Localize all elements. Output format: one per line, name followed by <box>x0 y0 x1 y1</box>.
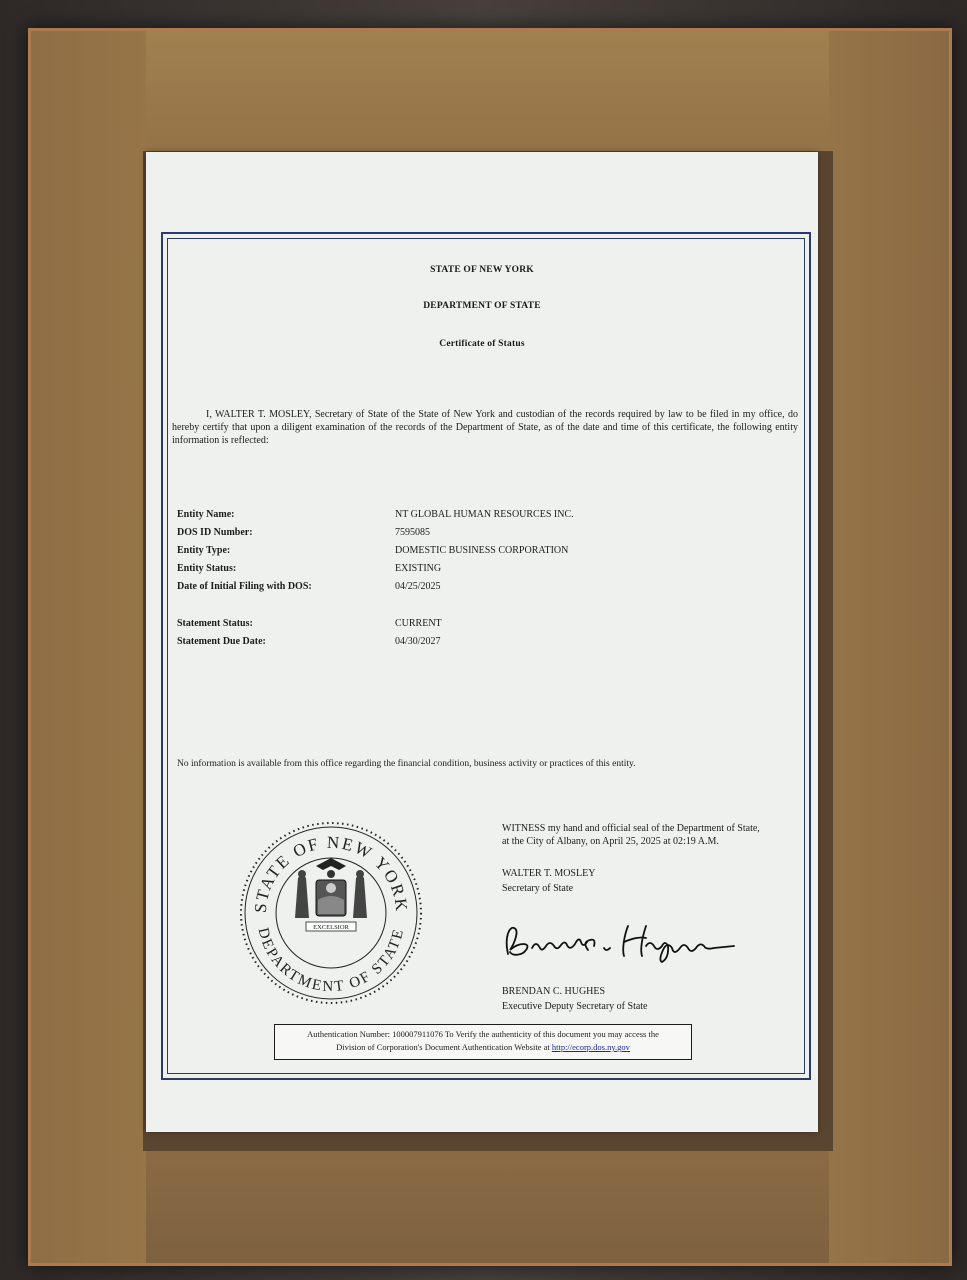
seal-text-top: STATE OF NEW YORK <box>250 832 412 914</box>
field-label: Statement Status: <box>177 618 253 629</box>
svg-text:DEPARTMENT OF STATE <box>255 926 408 995</box>
secretary-name: WALTER T. MOSLEY <box>502 868 596 879</box>
intro-text: I, WALTER T. MOSLEY, Secretary of State of the State of New York and custodian of the records required by law to be filed in my office, do hereby certify that upon a diligent examination of the records of the Department of State, as of the date and time of this certificate, the following entity information is reflected: <box>172 409 798 446</box>
seal-motto: EXCELSIOR <box>313 924 349 931</box>
frame-left-bevel <box>31 31 146 1263</box>
field-label: Entity Status: <box>177 563 237 574</box>
deputy-title: Executive Deputy Secretary of State <box>502 1001 648 1012</box>
deputy-name: BRENDAN C. HUGHES <box>502 986 606 997</box>
state-seal <box>236 818 426 1008</box>
field-label: Entity Type: <box>177 545 231 556</box>
field-label: Statement Due Date: <box>177 636 266 647</box>
frame-top-bevel <box>31 31 949 151</box>
witness-line-1: WITNESS my hand and official seal of the Department of State, <box>502 823 760 834</box>
handwritten-signature <box>496 916 756 966</box>
seal-emblem <box>295 858 367 931</box>
field-value: 7595085 <box>395 527 430 538</box>
field-value: DOMESTIC BUSINESS CORPORATION <box>395 545 569 556</box>
field-value: 04/25/2025 <box>395 581 441 592</box>
intro-paragraph <box>172 408 798 447</box>
witness-statement <box>502 822 802 848</box>
department-heading: DEPARTMENT OF STATE <box>423 301 541 311</box>
certificate-paper <box>146 152 818 1132</box>
deputy-block <box>502 984 648 1014</box>
secretary-block <box>502 866 595 896</box>
seal-text-bottom: DEPARTMENT OF STATE <box>254 926 408 996</box>
auth-line-1: Authentication Number: 100007911076 To Verify the authenticity of this document you may access the <box>307 1029 659 1039</box>
auth-website-link[interactable]: http://ecorp.dos.ny.gov <box>551 1042 630 1052</box>
frame-right-bevel <box>829 31 949 1263</box>
secretary-title: Secretary of State <box>502 883 574 894</box>
certificate-title: Certificate of Status <box>439 339 525 349</box>
field-value: EXISTING <box>395 563 442 574</box>
field-label: Entity Name: <box>177 509 235 520</box>
state-heading: STATE OF NEW YORK <box>430 265 534 275</box>
authentication-box <box>274 1024 692 1060</box>
field-value: NT GLOBAL HUMAN RESOURCES INC. <box>395 509 574 520</box>
auth-line-2 <box>275 1041 691 1054</box>
disclaimer-notice: No information is available from this office regarding the financial condition, business activity or practices of this entity. <box>177 759 636 769</box>
field-value: CURRENT <box>395 618 442 629</box>
field-label: DOS ID Number: <box>177 527 253 538</box>
witness-line-2: at the City of Albany, on April 25, 2025 at 02:19 A.M. <box>502 836 719 847</box>
auth-line-2-text: Division of Corporation's Document Authentication Website at <box>336 1042 550 1052</box>
frame-bottom-bevel <box>31 1133 949 1263</box>
field-value: 04/30/2027 <box>395 636 441 647</box>
field-label: Date of Initial Filing with DOS: <box>177 581 312 592</box>
